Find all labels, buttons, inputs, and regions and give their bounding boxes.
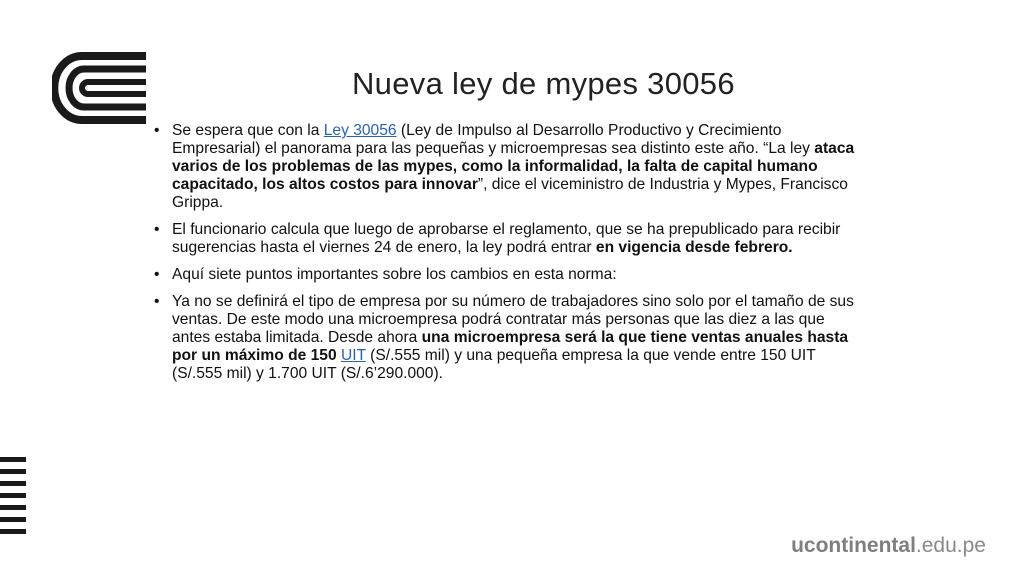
bullet-item-4 bbox=[154, 293, 856, 383]
text: Se espera que con la bbox=[172, 122, 324, 139]
bullet-item-3 bbox=[154, 266, 856, 284]
slide-title: Nueva ley de mypes 30056 bbox=[352, 66, 735, 101]
text: (S/.555 mil) y una pequeña empresa la que vende entre 150 UIT (S/.555 mil) y 1.700 UIT (S/.6’290.000). bbox=[172, 347, 816, 382]
continental-logo-icon bbox=[52, 52, 148, 124]
text: ”, dice el viceministro de Industria y Mypes, Francisco Grippa. bbox=[172, 176, 848, 211]
text: Aquí siete puntos importantes sobre los cambios en esta norma: bbox=[172, 266, 617, 283]
brand-domain: .edu.pe bbox=[915, 534, 986, 557]
bold-text: en vigencia desde febrero. bbox=[595, 239, 793, 256]
bold-text: ataca varios de los problemas de las mypes, como la informalidad, la falta de capital humano capacitado, los altos costos para innovar bbox=[172, 140, 855, 193]
bullet-item-2 bbox=[154, 221, 856, 257]
uit-link[interactable]: UIT bbox=[340, 347, 366, 364]
bullet-item-1 bbox=[154, 122, 856, 212]
text: El funcionario calcula que luego de aprobarse el reglamento, que se ha prepublicado para recibir sugerencias hasta el viernes 24 de enero, la ley podrá entrar bbox=[172, 221, 841, 256]
ley-30056-link[interactable]: Ley 30056 bbox=[323, 122, 397, 139]
bullet-marker: • bbox=[154, 266, 160, 283]
brand-footer bbox=[791, 534, 986, 558]
text: Ya no se definirá el tipo de empresa por su número de trabajadores sino solo por el tamaño de sus ventas. De este modo una microempresa podrá contratar más personas que las diez a las que antes estaba limitada. Desde ahora bbox=[172, 293, 854, 346]
bold-text: una microempresa será la que tiene ventas anuales hasta por un máximo de 150 bbox=[172, 329, 849, 364]
stripes-decoration-icon bbox=[0, 457, 26, 545]
bullet-list bbox=[154, 122, 856, 392]
bullet-marker: • bbox=[154, 221, 160, 238]
bullet-marker: • bbox=[154, 293, 160, 310]
bullet-marker: • bbox=[154, 122, 160, 139]
brand-strong: ucontinental bbox=[791, 534, 916, 557]
text: (Ley de Impulso al Desarrollo Productivo y Crecimiento Empresarial) el panorama para las pequeñas y microempresas sea distinto este año. “La ley bbox=[172, 122, 815, 157]
